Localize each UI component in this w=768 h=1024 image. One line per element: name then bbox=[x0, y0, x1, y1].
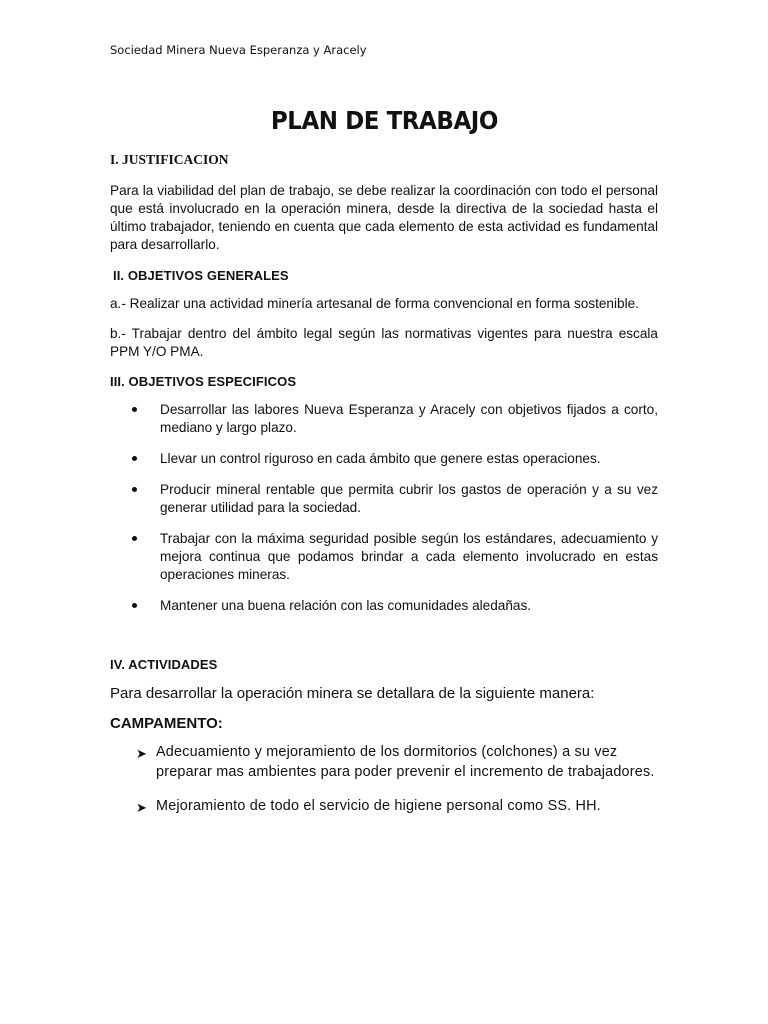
justificacion-paragraph: Para la viabilidad del plan de trabajo, se debe realizar la coordinación con todo el personal que está involucrado en la operación minera, desde la directiva de la sociedad hasta el último trabajador, teniendo en cuenta que cada elemento de esta actividad es fundamental para desarrollarlo. bbox=[110, 183, 658, 252]
bullet-icon bbox=[132, 407, 137, 412]
campamento-list bbox=[110, 743, 658, 817]
document-title bbox=[0, 106, 768, 135]
bullet-icon bbox=[132, 456, 137, 461]
bullet-icon bbox=[132, 603, 137, 608]
list-item: Producir mineral rentable que permita cubrir los gastos de operación y a su vez generar utilidad para la sociedad. bbox=[110, 481, 658, 517]
list-item: ➤ Mejoramiento de todo el servicio de higiene personal como SS. HH. bbox=[110, 797, 658, 817]
actividades-intro: Para desarrollar la operación minera se detallara de la siguiente manera: bbox=[110, 685, 595, 702]
section-heading-actividades: IV. ACTIVIDADES bbox=[110, 657, 218, 672]
section-heading-objetivos-generales: II. OBJETIVOS GENERALES bbox=[113, 268, 289, 283]
document-title-text: PLAN DE TRABAJO bbox=[270, 106, 498, 135]
list-item: Trabajar con la máxima seguridad posible según los estándares, adecuamiento y mejora continua que podamos brindar a cada elemento involucrado en estas operaciones mineras. bbox=[110, 530, 658, 584]
objetivo-general-a: a.- Realizar una actividad minería artesanal de forma convencional en forma sostenible. bbox=[110, 296, 639, 311]
objetivos-especificos-list bbox=[110, 401, 658, 615]
page-header: Sociedad Minera Nueva Esperanza y Aracely bbox=[110, 43, 367, 57]
bullet-icon bbox=[132, 487, 137, 492]
list-item: Mantener una buena relación con las comunidades aledañas. bbox=[110, 597, 658, 615]
section-heading-objetivos-especificos: III. OBJETIVOS ESPECIFICOS bbox=[110, 374, 297, 389]
objetivo-general-b: b.- Trabajar dentro del ámbito legal según las normativas vigentes para nuestra escala PPM Y/O PMA. bbox=[110, 326, 658, 359]
list-item: ➤ Adecuamiento y mejoramiento de los dormitorios (colchones) a su vez preparar mas ambientes para poder prevenir el incremento de trabajadores. bbox=[136, 744, 655, 780]
document-body bbox=[110, 152, 658, 817]
arrow-bullet-icon: ➤ bbox=[136, 746, 148, 761]
list-item: Desarrollar las labores Nueva Esperanza y Aracely con objetivos fijados a corto, mediano y largo plazo. bbox=[110, 401, 658, 437]
objetivos-generales-list bbox=[110, 295, 658, 361]
list-item: Llevar un control riguroso en cada ámbito que genere estas operaciones. bbox=[110, 450, 658, 468]
arrow-bullet-icon: ➤ bbox=[136, 800, 148, 815]
bullet-icon bbox=[132, 536, 137, 541]
campamento-heading: CAMPAMENTO: bbox=[110, 715, 223, 732]
section-heading-justificacion: I. JUSTIFICACION bbox=[110, 152, 229, 167]
